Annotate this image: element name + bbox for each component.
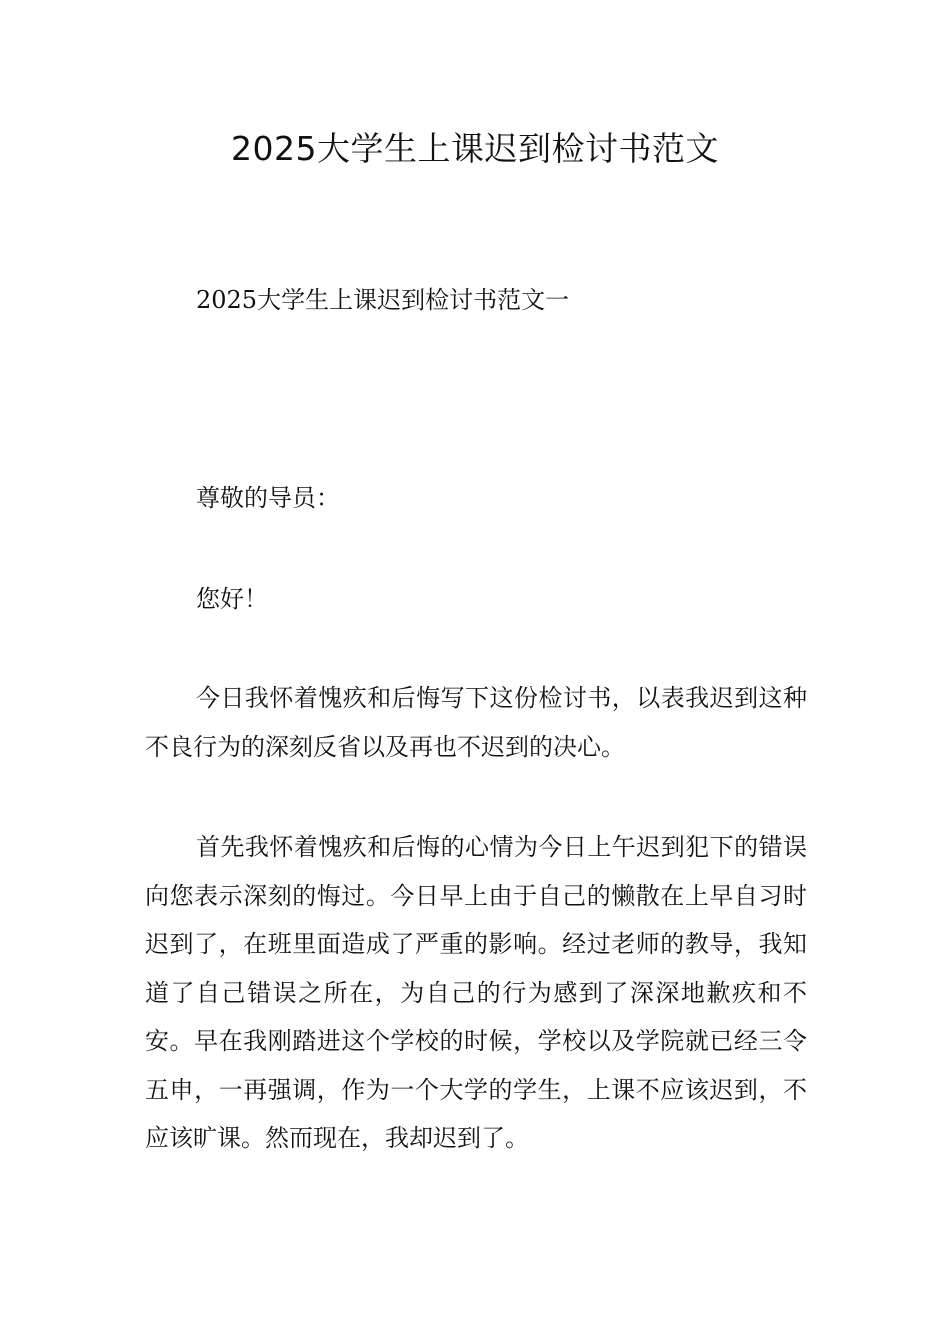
document-subtitle: 2025大学生上课迟到检讨书范文一	[196, 286, 570, 314]
document-title: 2025大学生上课迟到检讨书范文	[231, 129, 719, 168]
greeting: 您好！	[196, 585, 268, 613]
body-paragraph-1: 今日我怀着愧疚和后悔写下这份检讨书，以表我迟到这种不良行为的深刻反省以及再也不迟到的决心。	[145, 684, 807, 761]
body-paragraph-2: 首先我怀着愧疚和后悔的心情为今日上午迟到犯下的错误向您表示深刻的悔过。今日早上由于自己的懒散在上早自习时迟到了，在班里面造成了严重的影响。经过老师的教导，我知道了自己错误之所在，为自己的行为感到了深深地歉疚和不安。早在我刚踏进这个学校的时候，学校以及学院就已经三令五申，一再强调，作为一个大学的学生，上课不应该迟到，不应该旷课。然而现在，我却迟到了。	[145, 833, 807, 1152]
salutation: 尊敬的导员：	[196, 484, 340, 512]
